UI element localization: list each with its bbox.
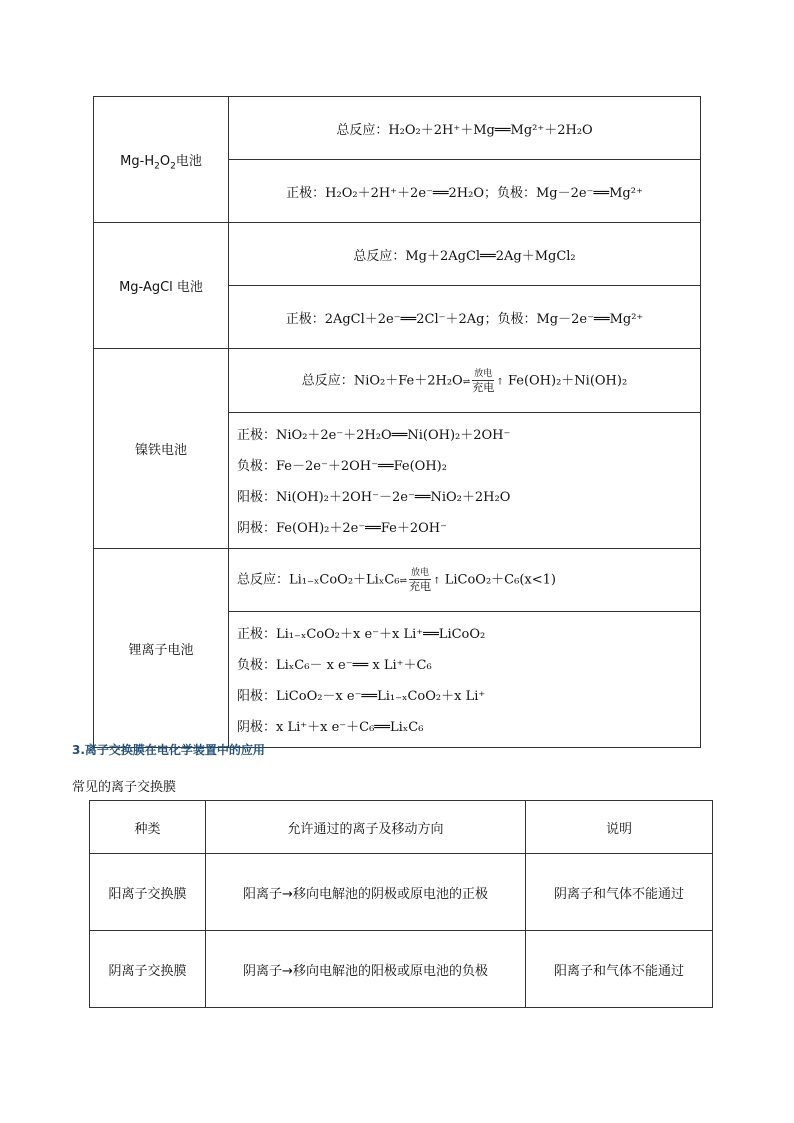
condition-charge: 充电: [472, 380, 495, 394]
condition-discharge: 放电: [474, 368, 493, 379]
table-row: [94, 97, 701, 160]
cell-type: 阴离子交换膜: [90, 931, 206, 1008]
total-label: 总反应：: [353, 248, 406, 264]
reversible-arrow-icon: ↑: [433, 576, 441, 587]
reaction-condition: [472, 368, 494, 394]
total-reaction-cell: [229, 223, 701, 286]
positive-electrode-eq: 正极：Li₁₋ₓCoO₂＋x e⁻＋x Li⁺══LiCoO₂: [237, 627, 486, 642]
name-text: Mg-H: [120, 154, 155, 169]
table-header-row: [90, 801, 713, 854]
ion-exchange-membrane-table: [89, 800, 713, 1008]
positive-electrode-eq: 正极：NiO₂＋2e⁻＋2H₂O══Ni(OH)₂＋2OH⁻: [237, 428, 511, 443]
total-reaction-cell: [229, 97, 701, 160]
reversible-arrow-icon: ⇌: [462, 377, 471, 387]
battery-name-mg-h2o2: [94, 97, 229, 223]
name-text: O: [159, 154, 171, 169]
subsection-title: 常见的离子交换膜: [72, 780, 177, 795]
header-notes: 说明: [526, 801, 713, 854]
battery-reaction-table: [93, 96, 701, 748]
total-equation: Mg＋2AgCl══2Ag＋MgCl₂: [405, 248, 576, 264]
electrode-reaction-cell: 正极：H₂O₂＋2H⁺＋2e⁻══2H₂O；负极：Mg－2e⁻══Mg²⁺: [229, 160, 701, 223]
condition-discharge: 放电: [411, 568, 430, 578]
table-row: [90, 854, 713, 931]
cell-ions: 阳离子→移向电解池的阴极或原电池的正极: [206, 854, 526, 931]
total-label: 总反应：: [301, 373, 354, 388]
section-title: 3.离子交换膜在电化学装置中的应用: [72, 743, 265, 757]
cell-notes: 阴离子和气体不能通过: [526, 854, 713, 931]
name-sub: 2: [154, 161, 160, 172]
table-row: [94, 349, 701, 413]
reversible-arrow-icon: ↑: [496, 377, 504, 387]
cell-ions: 阴离子→移向电解池的阳极或原电池的负极: [206, 931, 526, 1008]
anode-eq: 阳极：Ni(OH)₂＋2OH⁻－2e⁻══NiO₂＋2H₂O: [237, 490, 511, 505]
total-left: NiO₂＋Fe＋2H₂O: [353, 373, 463, 388]
total-reaction-cell: [229, 349, 701, 413]
header-ions: 允许通过的离子及移动方向: [206, 801, 526, 854]
battery-name-ni-fe: 镍铁电池: [94, 349, 229, 549]
total-label: 总反应：: [336, 122, 389, 138]
header-type: 种类: [90, 801, 206, 854]
negative-electrode-eq: 负极：Fe－2e⁻＋2OH⁻══Fe(OH)₂: [237, 459, 447, 474]
total-right: Fe(OH)₂＋Ni(OH)₂: [507, 373, 628, 388]
name-text: 电池: [175, 154, 202, 169]
table-row: [90, 931, 713, 1008]
total-right: LiCoO₂＋C₆(x<1): [444, 572, 556, 588]
battery-name-li-ion: 锂离子电池: [94, 549, 229, 748]
electrode-reaction-cell: [229, 612, 701, 748]
cell-type: 阳离子交换膜: [90, 854, 206, 931]
electrode-reaction-cell: [229, 413, 701, 549]
condition-charge: 充电: [409, 580, 432, 593]
reaction-condition: [409, 567, 431, 593]
anode-eq: 阳极：LiCoO₂－x e⁻══Li₁₋ₓCoO₂＋x Li⁺: [237, 689, 486, 704]
electrode-reaction-cell: 正极：2AgCl＋2e⁻══2Cl⁻＋2Ag；负极：Mg－2e⁻══Mg²⁺: [229, 286, 701, 349]
total-left: Li₁₋ₓCoO₂＋LiₓC₆: [289, 572, 400, 588]
cell-notes: 阳离子和气体不能通过: [526, 931, 713, 1008]
total-reaction-cell: [229, 549, 701, 612]
reversible-arrow-icon: ⇌: [399, 576, 408, 587]
total-label: 总反应：: [237, 572, 290, 588]
negative-electrode-eq: 负极：LiₓC₆－ x e⁻══ x Li⁺＋C₆: [237, 658, 432, 673]
cathode-eq: 阴极：Fe(OH)₂＋2e⁻══Fe＋2OH⁻: [237, 521, 447, 536]
cathode-eq: 阴极：x Li⁺＋x e⁻＋C₆══LiₓC₆: [237, 720, 424, 735]
total-equation: H₂O₂＋2H⁺＋Mg══Mg²⁺＋2H₂O: [388, 122, 593, 138]
name-sub: 2: [170, 161, 176, 172]
table-row: [94, 223, 701, 286]
table-row: [94, 549, 701, 612]
battery-name-mg-agcl: Mg-AgCl 电池: [94, 223, 229, 349]
